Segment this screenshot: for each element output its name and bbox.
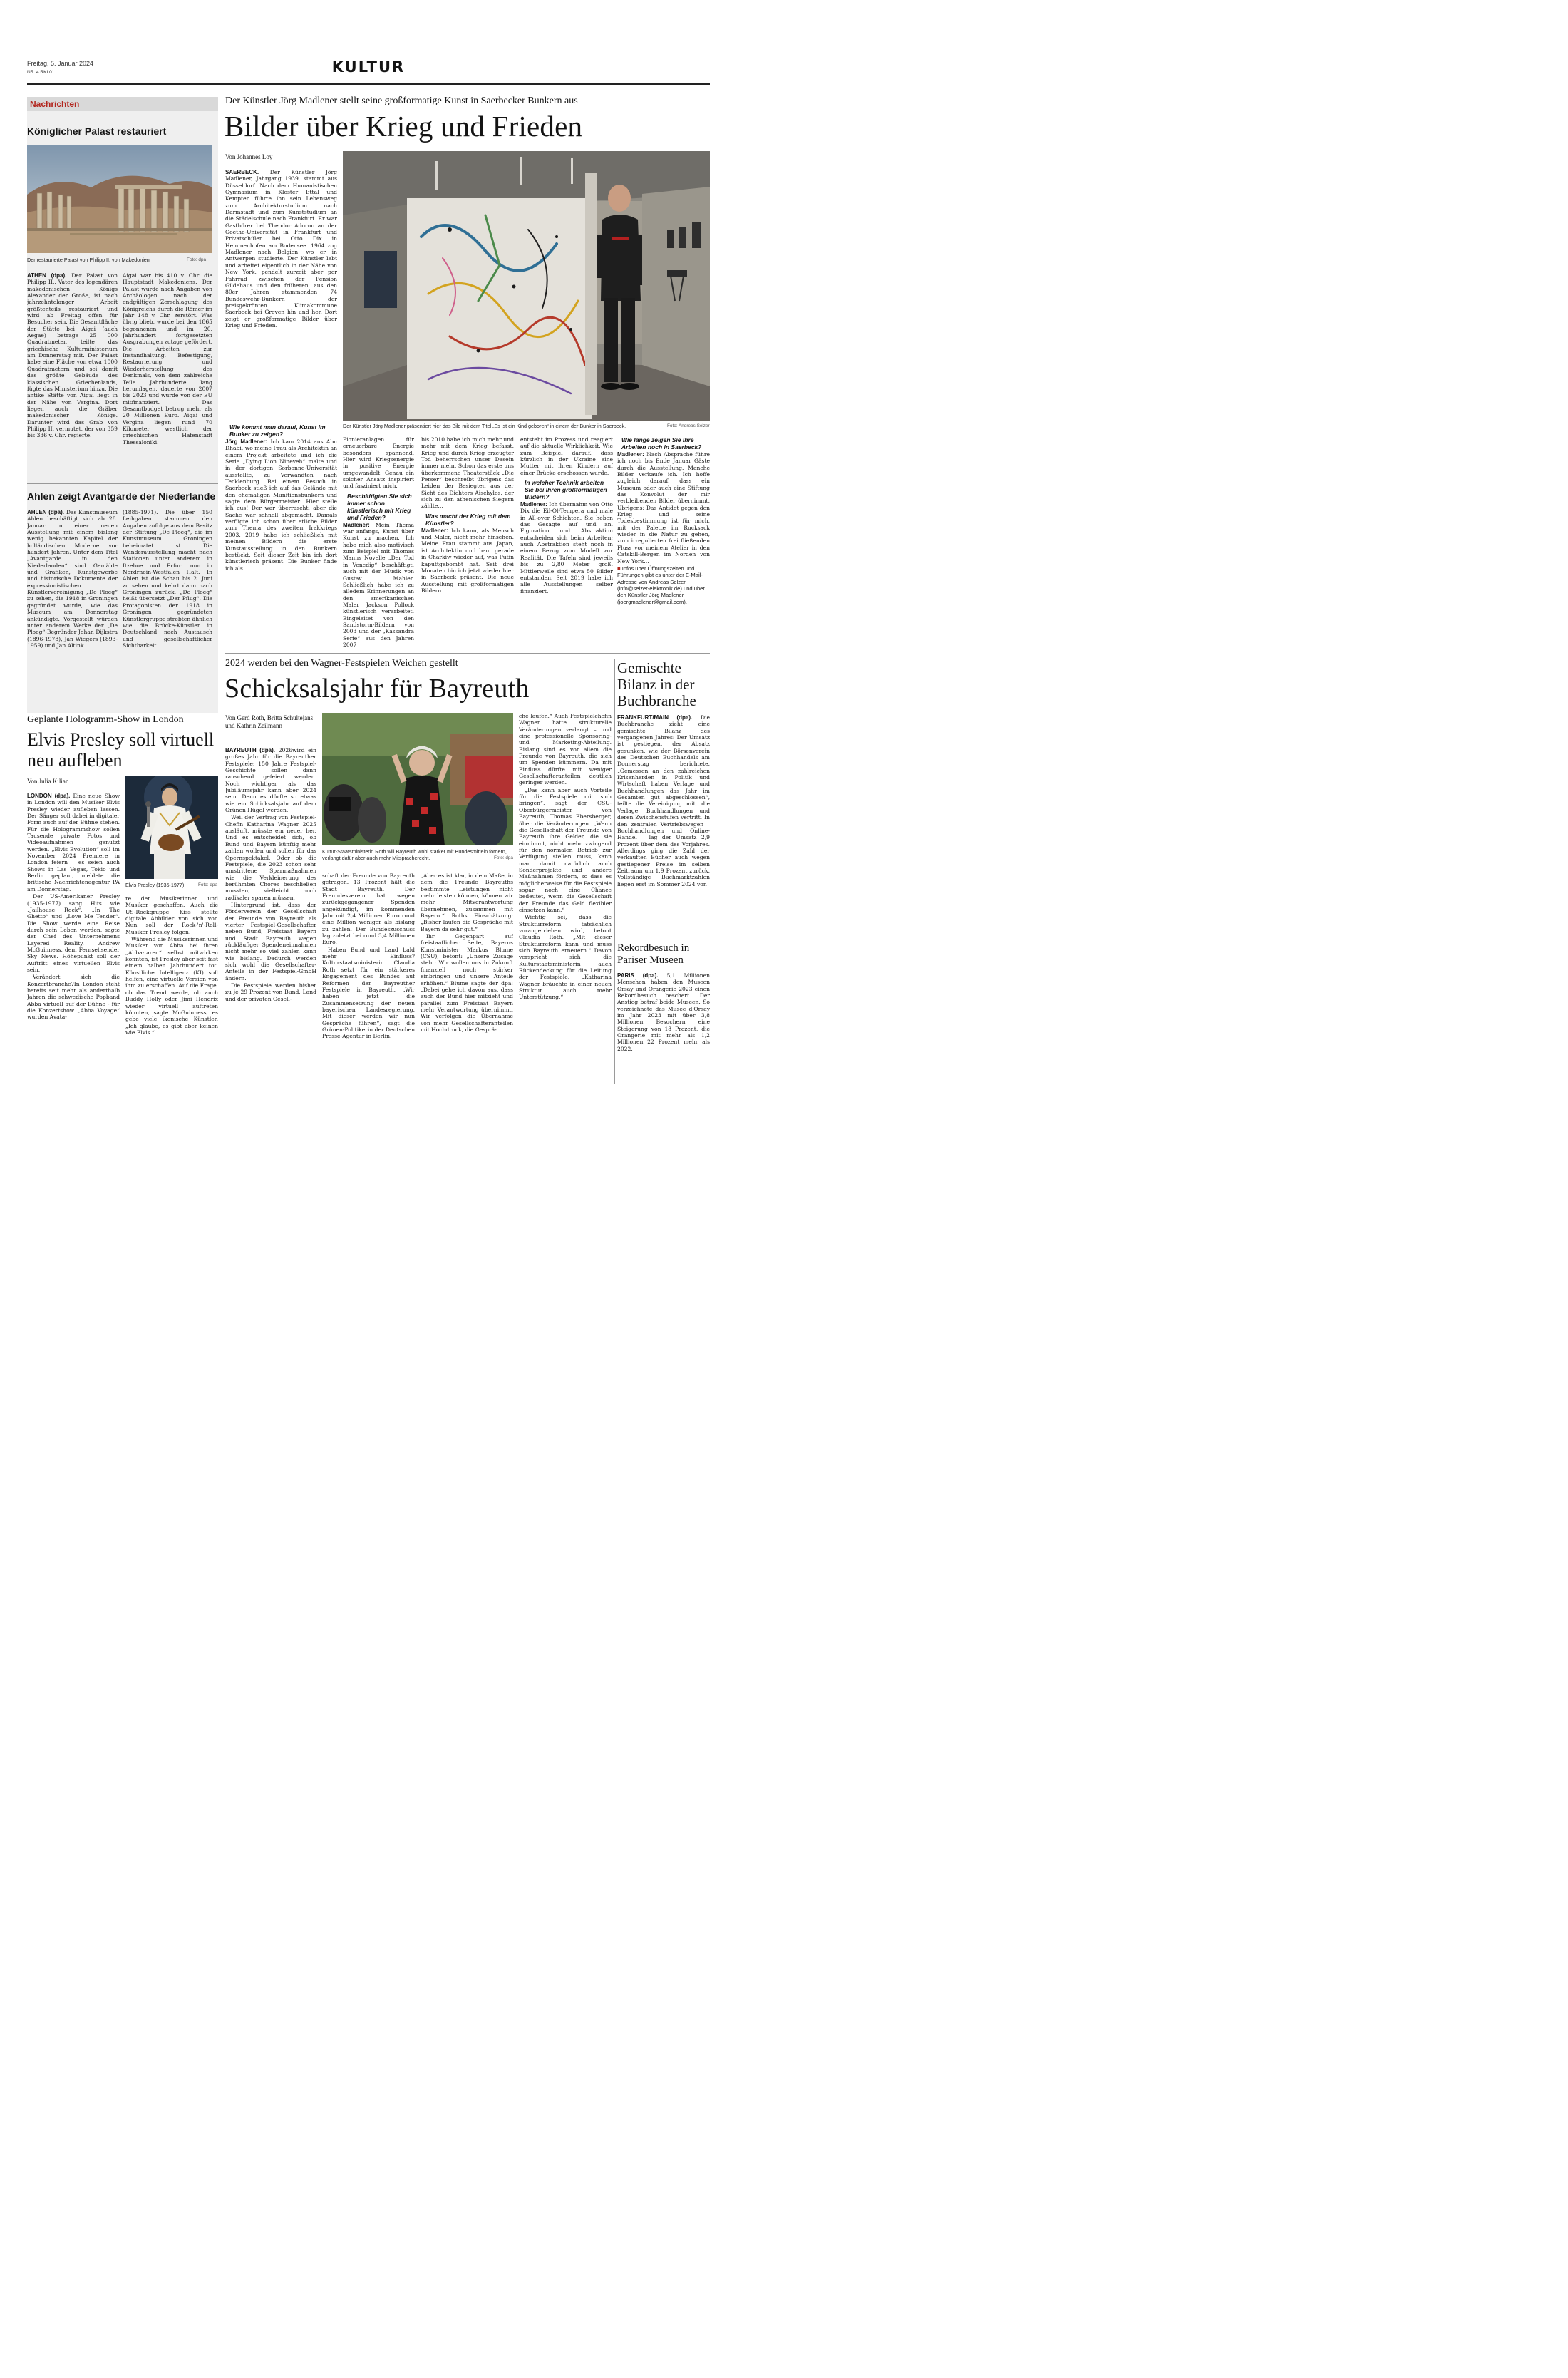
interview-col5 — [617, 436, 710, 647]
roth-photo — [322, 713, 513, 845]
interview-a3: Ich kann, als Mensch und Maler, nicht mehr hinsehen. Meine Frau stammt aus Japan, ist Architektin und baut gerade in Charkiw wieder auf, was Putin kaputtgebombt hat. Seit drei Monaten bin ich jetzt wieder hier in Saerbeck präsent. Die neue Ausstellung mit großformatigen Bildern — [421, 527, 514, 594]
news2-headline: Ahlen zeigt Avantgarde der Niederlande — [27, 490, 216, 502]
a2-speaker: Madlener: — [343, 521, 370, 528]
madlener-caption: Der Künstler Jörg Madlener präsentiert hier das Bild mit dem Titel „Es ist ein Kind geboren“ in einem der Bunker in Saerbeck. — [343, 423, 626, 429]
madlener-credit: Foto: Andreas Selzer — [667, 423, 710, 428]
palace-photo — [27, 145, 212, 253]
museen-text: 5,1 Millionen Menschen haben den Museen Orsay und Orangerie 2023 einen Rekordbesuch beschert. Der Anstieg betraf beide Museen. So verzeichnete das Musée d'Orsay im Jahr 2023 mit über 3,8 Millionen Besuchern eine Steigerung von 18 Prozent, die Orangerie mit mehr als 1,2 Millionen 22 Prozent mehr als 2022. — [617, 972, 710, 1052]
elvis-col2 — [125, 895, 218, 1085]
elvis-text1c: Verändert sich die Konzertbranche?In London steht bereits seit mehr als anderthalb Jahren die schwedische Popband Abba virtuell auf der Bühne - für die Konzertshow „Abba Voyage“ wurden Avata- — [27, 974, 120, 1021]
news2-text1: Das Kunstmuseum Ahlen beschäftigt sich ab 28. Januar in einer neuen Ausstellung mit einem bislang wenig bekannten Kapitel der holländischen Moderne vor hundert Jahren. Unter dem Titel „Avantgarde in den Niederlanden“ sind Gemälde und Grafiken, Kunstgewerbe und historische Dokumente der expressionistischen Künstlervereinigung „De Ploeg“ zu sehen, die 1918 in Groningen gegründet wurde, wie das Museum am Donnerstag ankündigte. Vorgestellt würden unter anderem Werke der „De Ploeg“-Begründer Johan Dijkstra (1896-1978), Jan Wiegers (1893-1959) und Jan Altink — [27, 509, 118, 649]
bayreuth-col1 — [225, 747, 316, 1084]
interview-col2 — [343, 436, 414, 647]
bayreuth-text2b: Haben Bund und Land bald mehr Einfluss? Kulturstaatsministerin Claudia Roth setzt für ein stärkeres Engagement des Bundes auf Reformen der Bayreuther Festspiele in Bayreuth. „Wir haben jetzt die Zusammensetzung der neuen bayerischen Landesregierung. Mit dieser werden wir nun Gespräche führen“, sagt die Grünen-Politikerin der Deutschen Presse-Agentur in Berlin. — [322, 946, 415, 1040]
bayreuth-text4: che laufen.“ Auch Festspielchefin Wagner hatte strukturelle Veränderungen verlangt – und eine professionelle Sponsoring- und Marketing-Abteilung. Bislang sind es vor allem die Freunde von Bayreuth, die sich um Spenden kümmern. Da mit Einfluss dürfte mit weniger Gesellschafteranteilen deutlich geringer werden. — [519, 713, 612, 786]
interview-q3: Was macht der Krieg mit dem Künstler? — [425, 512, 511, 527]
interview-col4 — [520, 436, 613, 647]
elvis-text2b: Während die Musikerinnen und Musiker von Abba bei ihren „Abba-taren“ selbst mitwirken konnten, ist Presley aber seit fast einem halben Jahrhundert tot. Künstliche Intelligenz (KI) soll helfen, eine virtuelle Version von ihm zu erschaffen. Auf die Frage, ob das Trend werde, ob auch Buddy Holly oder Jimi Hendrix wieder virtuell auftreten könnten, sagte McGuinness, es gebe viele ikonische Künstler. „Ich glaube, es gibt aber keinen wie Elvis.“ — [125, 936, 218, 1036]
roth-caption-text: Kultur-Staatsministerin Roth will Bayreuth wohl stärker mit Bundesmitteln fördern, verlangt dafür aber auch mehr Mitspracherecht. — [322, 848, 507, 861]
news1-col1 — [27, 272, 118, 480]
bayreuth-text3: „Aber es ist klar, in dem Maße, in dem die Freunde Bayreuths bestimmte Leistungen nicht mehr leisten können, können wir mehr Mitverantwortung übernehmen, zusammen mit Bayern.“ Roths Einschätzung: „Bisher laufen die Gespräche mit Bayern da sehr gut.“ — [421, 873, 513, 932]
news1-headline: Königlicher Palast restauriert — [27, 125, 167, 137]
interview-a2: Mein Thema war anfangs, Kunst über Kunst zu machen. Ich habe mich also motivisch zum Beispiel mit Thomas Manns Novelle „Der Tod in Venedig“ beschäftigt, auch mit der Musik von Gustav Mahler. Schließlich habe ich zu alledem Erinnerungen an den amerikanischen Maler Jackson Pollock künstlerisch verarbeitet. Eingeleitet von den Sandstorm-Bildern von 2003 und der „Kassandra Serie“ aus den Jahren 2007 — [343, 521, 414, 647]
elvis-dateline: LONDON (dpa). — [27, 793, 71, 799]
bayreuth-text4c: Wichtig sei, dass die Strukturreform tatsächlich vorangetrieben wird, betont Claudia Roth. „Mit dieser Strukturreform kann und muss sich Bayreuth erneuern.“ Davon verspricht sich die Kulturstaatsministerin auch Rückendeckung für die Leitung der Festspiele. „Katharina Wagner bräuchte in einer neuen Struktur auch mehr Unterstützung.“ — [519, 914, 612, 1001]
a4-speaker: Madlener: — [520, 501, 547, 508]
interview-q1: Wie kommt man darauf, Kunst im Bunker zu zeigen? — [229, 423, 326, 438]
info-marker-icon: ■ — [617, 565, 621, 572]
interview-q2: Beschäftigten Sie sich immer schon künstlerisch mit Krieg und Frieden? — [347, 492, 412, 521]
issue-date: Freitag, 5. Januar 2024 — [27, 60, 94, 67]
a3-speaker: Madlener: — [421, 527, 448, 534]
lead-kicker: Der Künstler Jörg Madlener stellt seine großformatige Kunst in Saerbecker Bunkern aus — [225, 96, 578, 106]
bayreuth-text1c: Hintergrund ist, dass der Förderverein der Gesellschaft der Freunde von Bayreuth als vierter Festspiel-Gesellschafter neben Bund, Freistaat Bayern und Stadt Bayreuth wegen rückläufiger Spendeneinnahmen nicht mehr so viel zahlen kann wie bislang. Dadurch werden sich wohl die Gesellschafter-Anteile in der Festspiel-GmbH ändern. — [225, 901, 316, 982]
news2-col1 — [27, 509, 118, 696]
buch-text: Die Buchbranche zieht eine gemischte Bilanz des vergangenen Jahres: Der Umsatz ist gestiegen, der Absatz gesunken, wie der Börsenverein des Deutschen Buchhandels am Donnerstag berichtete. „Gemessen an den zahlreichen Krisenherden in Politik und Wirtschaft haben Verlage und Buchhandlungen das Jahr im Gesamten gut abgeschlossen“, teilte die Vereinigung mit, die Verlage, Buchhandlungen und deren Zwischenstufen vertritt. In den zentralen Vertriebswegen – Buchhandlungen und Online-Handel – lag der Umsatz 2,9 Prozent über dem des Vorjahres. Allerdings ging die Zahl der verkauften Bücher auch wegen gestiegener Preise im selben Zeitraum um 1,9 Prozent zurück. Vollständige Buchmarktzahlen liegen erst im Sommer 2024 vor. — [617, 714, 710, 887]
bayreuth-author: Von Gerd Roth, Britta Schultejans und Kathrin Zeilmann — [225, 714, 314, 729]
bayreuth-text2: schaft der Freunde von Bayreuth getragen. 13 Prozent hält die Stadt Bayreuth. Der Freundesverein hat wegen zurückgegangener Spenden angekündigt, im kommenden Jahr mit 2,4 Millionen Euro rund eine Million weniger als bislang zu zahlen. Der Bundeszuschuss lag zuletzt bei rund 3,4 Millionen Euro. — [322, 873, 415, 946]
museen-dateline: PARIS (dpa). — [617, 972, 659, 979]
bayreuth-col2 — [322, 873, 415, 1084]
interview-a4: Ich übernahm von Otto Dix die Eil-Öl-Tempera und male in All-over Schichten. Sie heben das Gesagte auf und an. Figuration und Abstraktion entscheiden sich beim Arbeiten; auch Abstraktion steht noch in einem Bezug zum Modell zur Realität. Die Tafeln sind jeweils bis zu 2,80 Meter groß. Mittlerweile sind etwa 50 Bilder entstanden. Seit 2019 habe ich alle Ausstellungen selber finanziert. — [520, 501, 613, 594]
news1-text2: Aigai war bis 410 v. Chr. die Hauptstadt Makedoniens. Der Palast wurde nach Angaben von Archäologen nach der endgültigen Zerschlagung des Königreichs durch die Römer im Jahr 148 v. Chr. zerstört. Was übrig blieb, wurde bei den 1865 begonnenen und im 20. Jahrhundert fortgesetzten Ausgrabungen zutage gefördert. Die Arbeiten zur Instandhaltung, Befestigung, Restaurierung und Wiederherstellung des Denkmals, von dem zahlreiche Teile Jahrhunderte lang herumlagen, dauerte von 2007 bis 2023 und wurde von der EU mitfinanziert. Das Gesamtbudget betrug mehr als 20 Millionen Euro. Aigai und Vergina liegen rund 70 Kilometer westlich der griechischen Hafenstadt Thessaloniki. — [123, 272, 212, 446]
buch-col — [617, 714, 710, 927]
museen-col — [617, 972, 710, 1084]
elvis-col1 — [27, 793, 120, 1085]
elvis-author: Von Julia Kilian — [27, 778, 69, 785]
buch-headline: Gemischte Bilanz in der Buchbranche — [617, 659, 696, 709]
bayreuth-col3 — [421, 873, 513, 1084]
lead-dateline: SAERBECK. — [225, 169, 259, 175]
museen-headline: Rekordbesuch in Pariser Museen — [617, 942, 690, 966]
madlener-photo — [343, 151, 710, 421]
interview-a1: Ich kam 2014 aus Abu Dhabi, wo meine Frau als Architektin an einem Projekt arbeitete und ich die Serie „Dying Lion Nineveh“ malte und in der dortigen Sorbonne-Universität ausstellte, zu Verwandten nach Tecklenburg. Bei einem Besuch in Saerbeck stieß ich auf das Gelände mit den ehemaligen Munitionsbunkern und sagte dem Bürgermeister: Hier stelle ich aus! Der war überrascht, aber die Sache war schnell abgemacht. Damals verfügte ich schon über etliche Bilder zum Thema des zweiten Irakkriegs 2003. 2019 habe ich schließlich mit meinen Bildern die erste Kunstausstellung in den Bunkern bestückt. Seit dieser Zeit bin ich dort künstlerisch präsent. Die Bunker finde ich als — [225, 438, 337, 572]
ressort-title: KULTUR — [331, 58, 406, 76]
bayreuth-text1b: Weil der Vertrag von Festspiel-Chefin Katharina Wagner 2025 ausläuft, müsste ein neuer her. Und es entscheidet sich, ob Bund und Bayern künftig mehr zahlen wollen und sollen für das Opernspektakel. Oder ob die Festspiele, die 2023 schon sehr umstrittene Sparmaßnahmen wie die Verkleinerung des berühmten Chores beschließen mussten, vielleicht noch radikaler sparen müssen. — [225, 814, 316, 901]
bayreuth-col4 — [519, 713, 612, 1084]
a5-speaker: Madlener: — [617, 451, 644, 458]
news-box-label: Nachrichten — [27, 97, 218, 111]
right-column-divider — [614, 659, 615, 1084]
interview-a5: Nach Absprache führe ich noch bis Ende Januar Gäste durch die Ausstellung. Manche Bilder verkaufe ich. Ich hoffe zugleich darauf, dass ein Museum oder auch eine Stiftung das Konvolut der mir verbleibenden Bilder übernimmt. Übrigens: Das Antidot gegen den Krieg und seine Todesbestimmung ist für mich, mit der Palette im Rucksack wieder in die Natur zu gehen, zum irregulierten frei fließenden Fluss vor meinem Atelier in den Catskill-Bergen im Norden von New York… — [617, 451, 710, 565]
bayreuth-text4b: „Das kann aber auch Vorteile für die Festspiele mit sich bringen“, sagt der CSU-Oberbürgermeister von Bayreuth, Thomas Ebersberger, über die Veränderungen. „Wenn die Gesellschaft der Freunde von Bayreuth ihre Gelder, die sie einnimmt, nicht mehr zwingend für den normalen Betrieb zur Verfügung stellen muss, kann man damit natürlich auch Sonderprojekte und andere Maßnahmen fördern, so dass es möglicherweise für die Festspiele sogar noch eine Chance bedeutet, wenn die Gesellschaft der Freunde das Geld flexibler einsetzen kann.“ — [519, 786, 612, 913]
lead-intro — [225, 169, 337, 413]
page-code: NR. 4 RKL01 — [27, 70, 55, 75]
elvis-caption: Elvis Presley (1935-1977) — [125, 882, 185, 888]
palace-credit: Foto: dpa — [187, 257, 207, 262]
interview-a1-cont: Pionieranlagen für erneuerbare Energie besonders spannend. Hier wird Kriegsenergie in positive Energie umgewandelt. Genau ein solcher Ansatz inspiriert und fasziniert mich. — [343, 436, 414, 490]
bayreuth-kicker: 2024 werden bei den Wagner-Festspielen Weichen gestellt — [225, 658, 458, 669]
header-rule — [27, 83, 710, 85]
interview-info: Infos über Öffnungszeiten und Führungen gibt es unter der E-Mail-Adresse von Andreas Selzer (info@selzer-elektronik.de) und über den Künstler Jörg Madlener (joergmadlener@gmail.com). — [617, 565, 705, 605]
bayreuth-dateline: BAYREUTH (dpa). — [225, 747, 275, 753]
bayreuth-headline: Schicksalsjahr für Bayreuth — [225, 674, 530, 704]
news2-text2: (1885-1971). Die über 150 Leihgaben stammen den Angaben zufolge aus dem Besitz der Stiftung „De Ploeg“, die im Kunstmuseum Groningen beheimatet ist. Die Wanderausstellung macht nach Stationen unter anderem in Itzehoe und Erfurt nun in Nordrhein-Westfalen Halt. In Ahlen ist die Schau bis 2. Juni zu sehen und kehrt dann nach Groningen zurück. „De Ploeg“ heißt übersetzt „Der Pflug“. Die Protagonisten der 1918 in Groningen gegründeten Künstlergruppe strebten ähnlich wie die Brücke-Künstler in Deutschland nach Austausch und gesellschaftlicher Sichtbarkeit. — [123, 509, 212, 649]
elvis-text1b: Der US-Amerikaner Presley (1935-1977) sang Hits wie „Jailhouse Rock“, „In The Ghetto“ und „Love Me Tender“. Die Show werde eine Reise durch sein Leben werden, sagte der Chef des Unternehmens Layered Reality, Andrew McGuinness, dem Fernsehsender Sky News. Höhepunkt soll der Auftritt eines virtuellen Elvis sein. — [27, 893, 120, 973]
news2-dateline: AHLEN (dpa). — [27, 509, 64, 515]
news1-text1: Der Palast von Philipp II., Vater des legendären makedonischen Königs Alexander der Große, ist nach jahrzehntelanger Arbeit größtenteils restauriert und wird ab Freitag offen für Besucher sein. Die Gesamtfläche der Stätte bei Aigai (auch Aegae) betrage 25 000 Quadratmeter, teilte das griechische Kulturministerium am Donnerstag mit. Der Palast habe eine Fläche von etwa 1000 Quadratmetern und sei damit das größte Gebäude des klassischen Griechenlands, fügte das Ministerium hinzu. Die antike Stätte von Aigai liegt in der Nähe von Vergina. Dort liegen auch die Gräber makedonischer Könige. Darunter wird das Grab von Philipp II. vermutet, der von 359 bis 336 v. Chr. regierte. — [27, 272, 118, 439]
elvis-photo — [125, 776, 218, 879]
elvis-kicker: Geplante Hologramm-Show in London — [27, 714, 184, 725]
news1-col2 — [123, 272, 212, 480]
buch-dateline: FRANKFURT/MAIN (dpa). — [617, 714, 693, 721]
lead-author: Von Johannes Loy — [225, 153, 273, 160]
elvis-credit: Foto: dpa — [198, 882, 218, 887]
a1-speaker: Jörg Madlener: — [225, 438, 268, 445]
news2-col2 — [123, 509, 212, 696]
bayreuth-text3b: Ihr Gegenpart auf freistaatlicher Seite, Bayerns Kunstminister Markus Blume (CSU), betont: „Unsere Zusage steht: Wir wollen uns in Zukunft finanziell noch stärker einbringen und unsere Anteile erhöhen.“ Blume sagte der dpa: „Dabei gehe ich davon aus, dass auch der Bund hier mitzieht und parallel zum Freistaat Bayern mehr Verantwortung übernimmt. Wir verfolgen die Übernahme von mehr Gesellschafteranteilen mit Hochdruck, die Gesprä- — [421, 933, 513, 1033]
elvis-text2: re der Musikerinnen und Musiker geschaffen. Auch die US-Rockgruppe Kiss stellte digitale Abbilder von sich vor. Nun soll der Rock-'n'-Roll-Musiker Presley folgen. — [125, 895, 218, 935]
interview-a2-cont: bis 2010 habe ich mich mehr und mehr mit dem Krieg befasst. Krieg und durch Krieg erzeugter Tod beherrschen unser Dasein immer mehr. Schon das erste uns überkommene Theaterstück „Die Perser“ beschreibt übrigens das Leiden der Besiegten aus der Sicht des Dichters Aischylos, der sich zu den athenischen Siegern zählte… — [421, 436, 514, 510]
roth-credit: Foto: dpa — [493, 855, 513, 860]
news-divider — [27, 483, 218, 484]
elvis-headline: Elvis Presley soll virtuell neu aufleben — [27, 729, 215, 771]
news1-dateline: ATHEN (dpa). — [27, 272, 67, 279]
bayreuth-text1d: Die Festspiele werden bisher zu je 29 Prozent von Bund, Land und der privaten Gesell- — [225, 982, 316, 1002]
lead-headline: Bilder über Krieg und Frieden — [225, 110, 583, 143]
interview-col1 — [225, 421, 337, 647]
elvis-text1: Eine neue Show in London will den Musiker Elvis Presley wieder aufleben lassen. Der Sänger soll dabei in digitaler Form auch auf der Bühne stehen. Für die Hologrammshow sollen Tausende private Fotos und Videoaufnahmen genutzt werden. „Elvis Evolution“ soll im November 2024 Premiere in London feiern – es seien auch Shows in Las Vegas, Tokio und Berlin geplant, meldete die britische Nachrichtenagentur PA am Donnerstag. — [27, 793, 120, 892]
roth-caption — [322, 848, 513, 861]
lead-bottom-rule — [225, 653, 710, 654]
interview-q5: Wie lange zeigen Sie Ihre Arbeiten noch in Saerbeck? — [621, 436, 702, 451]
interview-q4: In welcher Technik arbeiten Sie bei Ihren großformatigen Bildern? — [525, 479, 607, 501]
lead-intro-text: Der Künstler Jörg Madlener, Jahrgang 1939, stammt aus Düsseldorf. Nach dem Humanistischen Gymnasium in Kloster Ettal und Kempten führte ihn sein Lebensweg zum Architekturstudium nach Darmstadt und zum Kunststudium an die Städelschule nach Frankfurt. Er war Gasthörer bei Theodor Adorno an der Goethe-Universität in Frankfurt und Privatschüler bei Otto Dix in Hemmenhofen am Bodensee. 1964 zog Madlener nach Belgien, wo er in Antwerpen studierte. Der Künstler lebt und arbeitet eigentlich in der Nähe von New York, pendelt zurzeit aber per Fahrrad zwischen der Pension Gildehaus und den früheren, aus den 80er Jahren stammenden 74 Bundeswehr-Bunkern der preisgekrönten Klimakommune Saerbeck bei Greven hin und her. Dort zeigt er großformatige Bilder über Krieg und Frieden. — [225, 169, 337, 329]
bayreuth-text1: 2026wird ein großes Jahr für die Bayreuther Festspiele: 150 Jahre Festspiel-Geschichte sollen dann rauschend gefeiert werden. Noch wichtiger als das Jubiläumsjahr kann aber 2024 sein. Denn es dürfte so etwas wie ein Schicksalsjahr auf dem Grünen Hügel werden. — [225, 747, 316, 814]
interview-col3 — [421, 436, 514, 647]
interview-a3-cont: entsteht im Prozess und reagiert auf die aktuelle Wirklichkeit. Wie zum Beispiel darauf, dass kürzlich in der Ukraine eine Mutter mit ihren Kindern auf einer Brücke erschossen wurde. — [520, 436, 613, 476]
palace-caption: Der restaurierte Palast von Philipp II. von Makedonien — [27, 257, 150, 263]
